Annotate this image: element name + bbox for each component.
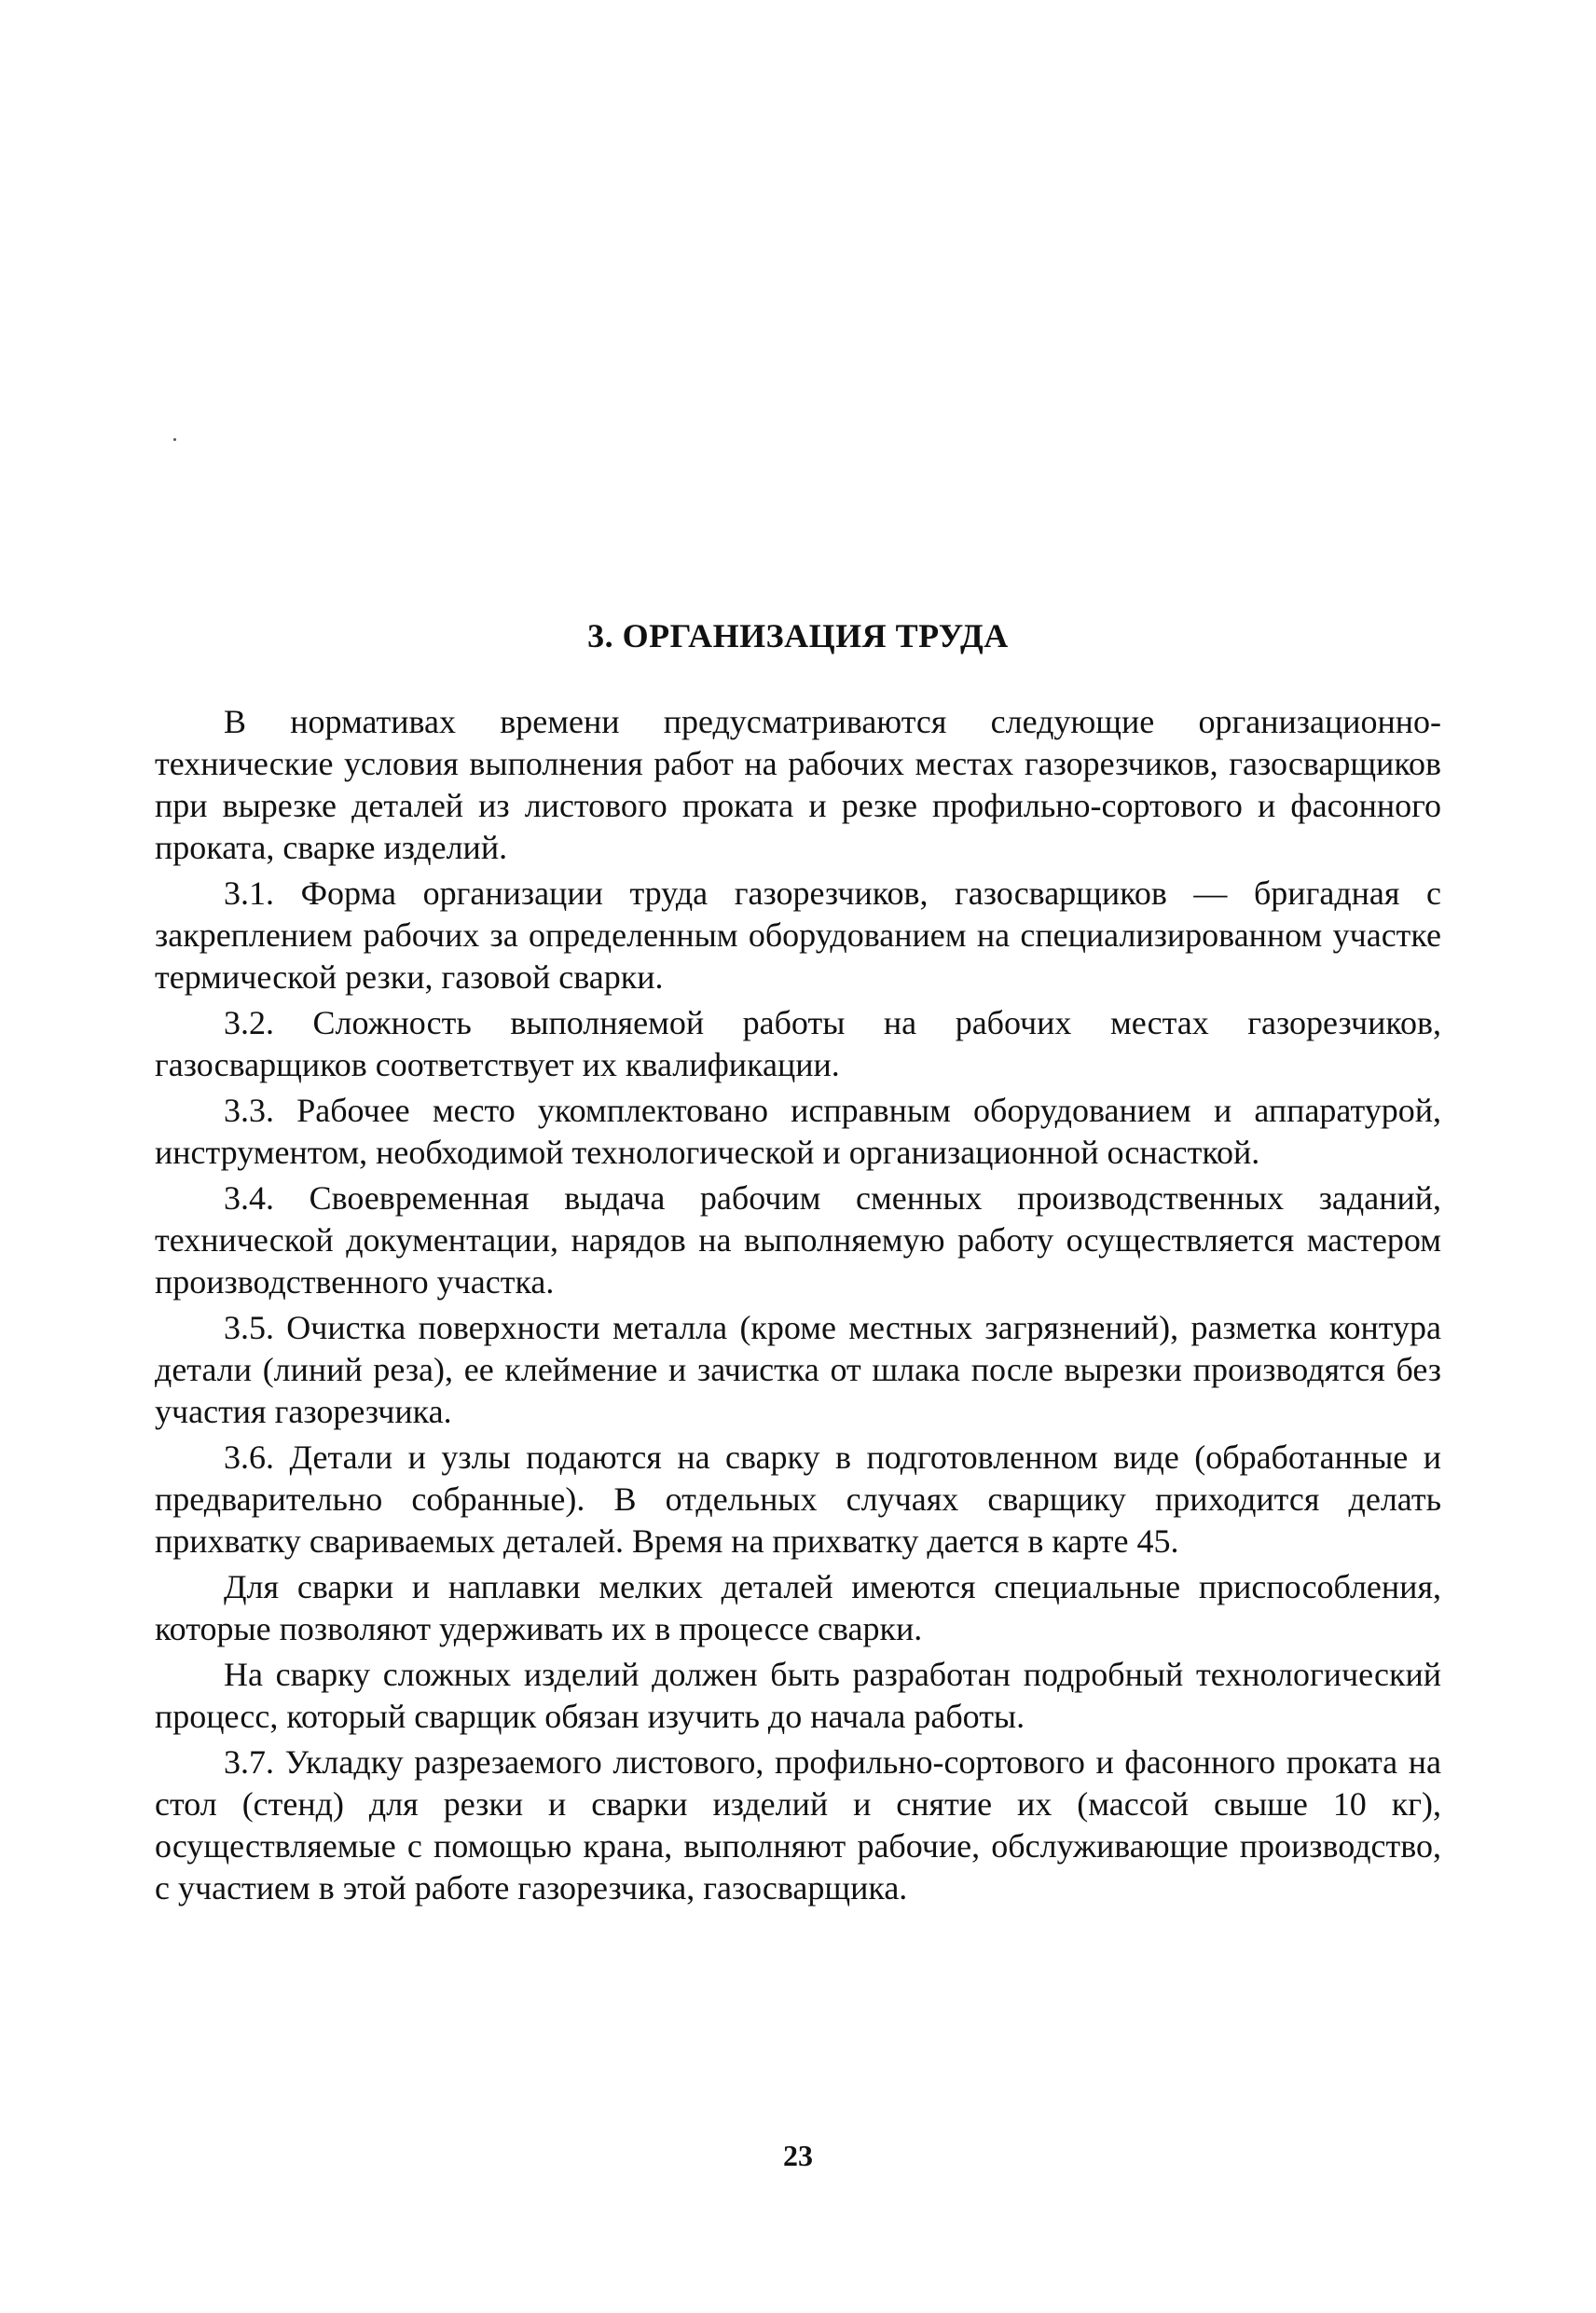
page-number: 23 (783, 2139, 813, 2172)
text-block (155, 615, 1441, 1909)
paragraph-3-7: 3.7. Укладку разрезаемого листового, профильно-сортового и фасонного проката на стол (стенд) для резки и сварки изделий и снятие их (массой свыше 10 кг), осуществляемые с помощью крана, выполняют рабочие, обслуживающие производство, с участием в этой работе газорезчика, газосварщика. (155, 1743, 1441, 1907)
paragraph-3-2: 3.2. Сложность выполняемой работы на рабочих местах газорезчиков, газосварщиков соответствует их квалификации. (155, 1004, 1441, 1083)
paragraph-3-5: 3.5. Очистка поверхности металла (кроме местных загрязнений), разметка контура детали (линий реза), ее клеймение и зачистка от шлака после вырезки производятся без участия газорезчика. (155, 1309, 1441, 1430)
paragraph-3-3: 3.3. Рабочее место укомплектовано исправным оборудованием и аппаратурой, инструментом, необходимой технологической и организационной оснасткой. (155, 1092, 1441, 1171)
paragraph-process: На сварку сложных изделий должен быть разработан подробный технологический процесс, который сварщик обязан изучить до начала работы. (155, 1656, 1441, 1735)
scan-speck (173, 438, 176, 441)
paragraph-3-1: 3.1. Форма организации труда газорезчиков, газосварщиков — бригадная с закреплением рабочих за определенным оборудованием на специализированном участке термической резки, газовой сварки. (155, 874, 1441, 996)
paragraph-3-6: 3.6. Детали и узлы подаются на сварку в подготовленном виде (обработанные и предварительно собранные). В отдельных случаях сварщику приходится делать прихватку свариваемых деталей. Время на прихватку дается в карте 45. (155, 1439, 1441, 1560)
paragraph-fixtures: Для сварки и наплавки мелких деталей имеются специальные приспособления, которые позволяют удерживать их в процессе сварки. (155, 1568, 1441, 1647)
paragraph-3-4: 3.4. Своевременная выдача рабочим сменных производственных заданий, технической документации, нарядов на выполняемую работу осуществляется мастером производственного участка. (155, 1179, 1441, 1301)
section-title: 3. ОРГАНИЗАЦИЯ ТРУДА (587, 617, 1009, 654)
paragraph-intro: В нормативах времени предусматриваются следующие организационно-технические условия выполнения работ на рабочих местах газорезчиков, газосварщиков при вырезке деталей из листового проката и резке профильно-сортового и фасонного проката, сварке изделий. (155, 703, 1441, 866)
